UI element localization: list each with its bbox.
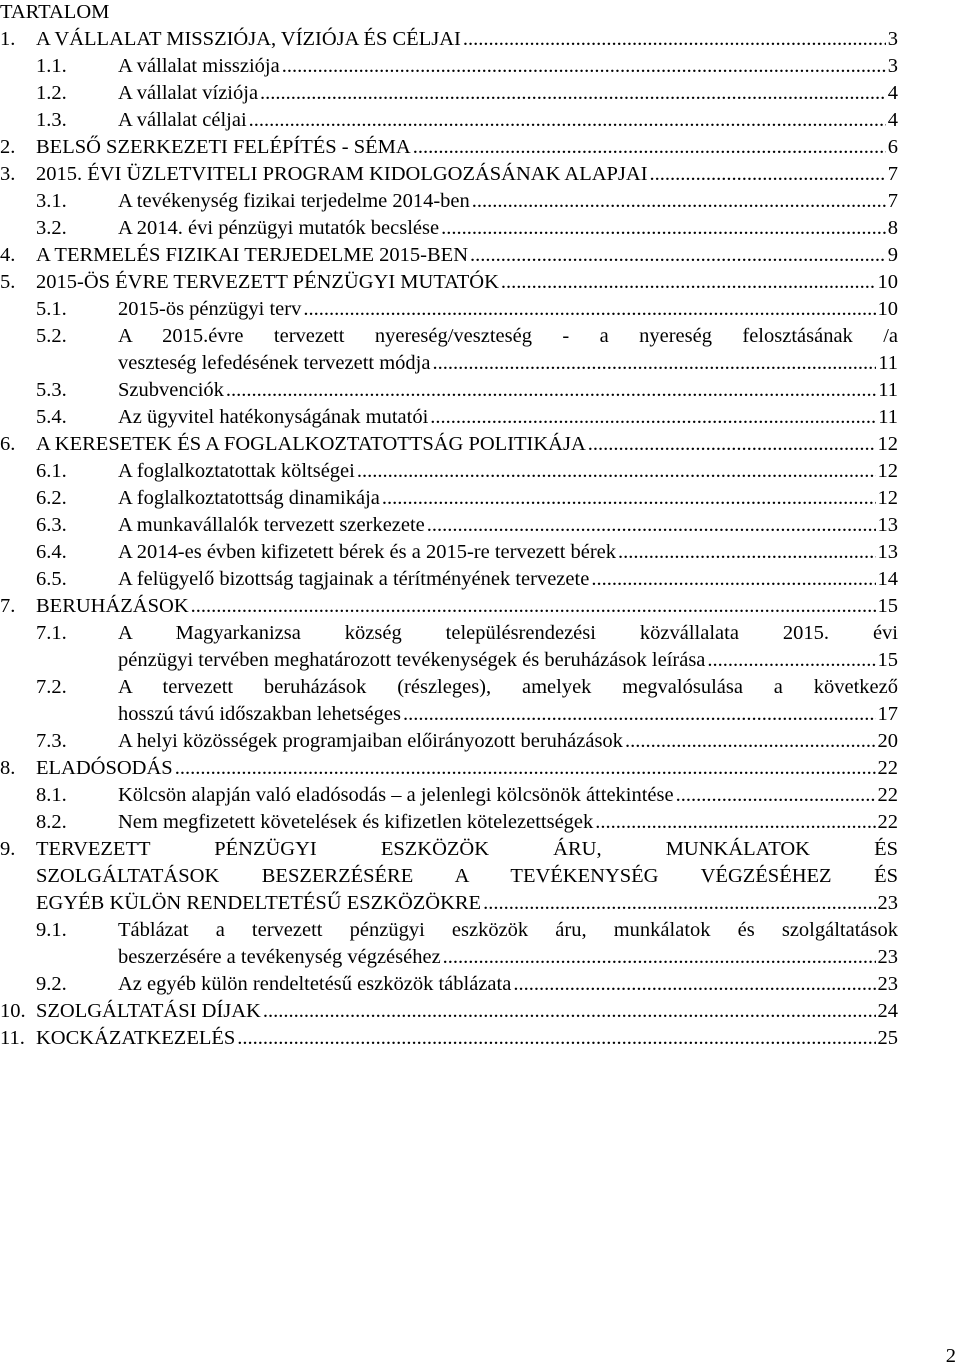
- dot-leader: [588, 431, 876, 458]
- dot-leader: [432, 350, 876, 377]
- toc-entry[interactable]: [0, 755, 898, 782]
- toc-entry-number: 11.: [0, 1027, 25, 1049]
- toc-entry-title-line: A tervezett beruházások (részleges), amelyek megvalósulása a következő: [118, 676, 898, 698]
- toc-entry-number: 6.4.: [36, 541, 67, 563]
- toc-entry[interactable]: [0, 836, 898, 917]
- dot-leader: [263, 998, 876, 1025]
- toc-entry-title: Nem megfizetett követelések és kifizetlen kötelezettségek: [118, 811, 594, 833]
- toc-entry[interactable]: [0, 188, 898, 215]
- page-number: 2: [945, 1345, 956, 1367]
- toc-entry-title: Az ügyvitel hatékonyságának mutatói: [118, 406, 429, 428]
- toc-entry-title: A KERESETEK ÉS A FOGLALKOZTATOTTSÁG POLITIKÁJA: [36, 433, 586, 455]
- toc-entry-title: BELSŐ SZERKEZETI FELÉPÍTÉS - SÉMA: [36, 136, 411, 158]
- toc-entry-title: A TERMELÉS FIZIKAI TERJEDELME 2015-BEN: [36, 244, 469, 266]
- toc-entry-page: 11: [878, 352, 898, 374]
- toc-entry-number: 10.: [0, 1000, 26, 1022]
- dot-leader: [472, 188, 886, 215]
- dot-leader: [513, 971, 875, 998]
- toc-entry-number: 5.2.: [36, 325, 67, 347]
- toc-entry-page: 15: [877, 595, 898, 617]
- toc-entry-number: 1.2.: [36, 82, 67, 104]
- toc-entry[interactable]: [0, 917, 898, 971]
- toc-entry-page: 12: [877, 433, 898, 455]
- toc-entry-number: 5.: [0, 271, 16, 293]
- toc-entry-page: 7: [887, 163, 898, 185]
- toc-entry-number: 6.2.: [36, 487, 67, 509]
- dot-leader: [226, 377, 876, 404]
- toc-entry-title: A vállalat céljai: [118, 109, 247, 131]
- toc-entry-title: A tevékenység fizikai terjedelme 2014-ben: [118, 190, 470, 212]
- toc-entry-page: 3: [887, 55, 898, 77]
- toc-entry-number: 5.4.: [36, 406, 67, 428]
- toc-entry-number: 3.: [0, 163, 16, 185]
- toc-entry[interactable]: [0, 431, 898, 458]
- toc-entry-title-line: TERVEZETT PÉNZÜGYI ESZKÖZÖK ÁRU, MUNKÁLATOK ÉS: [36, 838, 898, 860]
- toc-entry-number: 7.: [0, 595, 16, 617]
- dot-leader: [625, 728, 876, 755]
- toc-entry-number: 8.1.: [36, 784, 67, 806]
- dot-leader: [591, 566, 875, 593]
- toc-entry-page: 9: [887, 244, 898, 266]
- toc-entry[interactable]: [0, 512, 898, 539]
- dot-leader: [357, 458, 876, 485]
- dot-leader: [403, 701, 876, 728]
- toc-entry-page: 3: [887, 28, 898, 50]
- toc-entry[interactable]: [0, 134, 898, 161]
- dot-leader: [463, 26, 886, 53]
- toc-entry-number: 7.3.: [36, 730, 67, 752]
- dot-leader: [303, 296, 875, 323]
- dot-leader: [282, 53, 886, 80]
- toc-entry[interactable]: [0, 107, 898, 134]
- toc-entry-page: 25: [877, 1027, 898, 1049]
- toc-entry-number: 6.3.: [36, 514, 67, 536]
- toc-entry[interactable]: [0, 809, 898, 836]
- dot-leader: [427, 512, 876, 539]
- toc-title: TARTALOM: [0, 1, 110, 23]
- toc-entry-number: 4.: [0, 244, 16, 266]
- dot-leader: [595, 809, 875, 836]
- dot-leader: [249, 107, 886, 134]
- toc-entry-page: 22: [877, 757, 898, 779]
- dot-leader: [430, 404, 876, 431]
- toc-entry-number: 7.2.: [36, 676, 67, 698]
- dot-leader: [191, 593, 876, 620]
- toc-entry-title: A foglalkoztatottak költségei: [118, 460, 355, 482]
- toc-entry-title: A 2014-es évben kifizetett bérek és a 2015-re tervezett bérek: [118, 541, 617, 563]
- toc-entry-page: 15: [877, 649, 898, 671]
- toc-entry-title: beszerzésére a tevékenység végzéséhez: [118, 946, 441, 968]
- toc-entry-page: 22: [877, 784, 898, 806]
- toc-entry-number: 1.: [0, 28, 16, 50]
- dot-leader: [470, 242, 886, 269]
- toc-entry-number: 1.3.: [36, 109, 67, 131]
- toc-entry[interactable]: [0, 26, 898, 53]
- toc-entry-number: 6.1.: [36, 460, 67, 482]
- toc-entry[interactable]: [0, 485, 898, 512]
- toc-entry-title: A 2014. évi pénzügyi mutatók becslése: [118, 217, 440, 239]
- toc-entry-number: 8.2.: [36, 811, 67, 833]
- toc-entry-title-line: A 2015.évre tervezett nyereség/veszteség - a nyereség felosztásának /a: [118, 325, 898, 347]
- dot-leader: [175, 755, 876, 782]
- toc-entry-title: EGYÉB KÜLÖN RENDELTETÉSŰ ESZKÖZÖKRE: [36, 892, 482, 914]
- toc-entry[interactable]: [0, 674, 898, 728]
- toc-entry-number: 8.: [0, 757, 16, 779]
- toc-entry-title-line: A Magyarkanizsa község településrendezési közvállalata 2015. évi: [118, 622, 898, 644]
- dot-leader: [483, 890, 875, 917]
- dot-leader: [443, 944, 876, 971]
- toc-entry-title: BERUHÁZÁSOK: [36, 595, 189, 617]
- toc-entry[interactable]: [0, 539, 898, 566]
- toc-entry-title: KOCKÁZATKEZELÉS: [36, 1027, 236, 1049]
- dot-leader: [260, 80, 886, 107]
- toc-entry-page: 13: [877, 514, 898, 536]
- toc-entry[interactable]: [0, 593, 898, 620]
- toc-entry-title: A felügyelő bizottság tagjainak a térítményének tervezete: [118, 568, 590, 590]
- toc-entry[interactable]: [0, 215, 898, 242]
- dot-leader: [382, 485, 876, 512]
- toc-entry-page: 11: [878, 379, 898, 401]
- toc-entry-title: pénzügyi tervében meghatározott tevékenységek és beruházások leírása: [118, 649, 706, 671]
- toc-entry-number: 6.: [0, 433, 16, 455]
- toc-entry[interactable]: [0, 566, 898, 593]
- toc-entry[interactable]: [0, 161, 898, 188]
- toc-entry-page: 7: [887, 190, 898, 212]
- dot-leader: [413, 134, 886, 161]
- toc-entry-number: 6.5.: [36, 568, 67, 590]
- toc-entry-number: 5.3.: [36, 379, 67, 401]
- toc-entry-page: 22: [877, 811, 898, 833]
- toc-entry[interactable]: [0, 296, 898, 323]
- dot-leader: [676, 782, 876, 809]
- toc-entry-number: 5.1.: [36, 298, 67, 320]
- table-of-contents: [0, 26, 898, 1052]
- toc-entry-title: A helyi közösségek programjaiban előirányozott beruházások: [118, 730, 623, 752]
- dot-leader: [707, 647, 875, 674]
- toc-entry[interactable]: [0, 1025, 898, 1052]
- toc-entry[interactable]: [0, 620, 898, 674]
- dot-leader: [501, 269, 876, 296]
- toc-entry-title: A vállalat víziója: [118, 82, 259, 104]
- toc-entry-page: 11: [878, 406, 898, 428]
- toc-entry-page: 4: [887, 82, 898, 104]
- toc-entry[interactable]: [0, 53, 898, 80]
- toc-entry[interactable]: [0, 458, 898, 485]
- toc-entry[interactable]: [0, 404, 898, 431]
- toc-entry-number: 9.1.: [36, 919, 67, 941]
- toc-entry[interactable]: [0, 971, 898, 998]
- toc-entry-page: 23: [877, 892, 898, 914]
- toc-entry-page: 8: [887, 217, 898, 239]
- dot-leader: [650, 161, 886, 188]
- toc-entry-number: 2.: [0, 136, 16, 158]
- toc-entry-title: ELADÓSODÁS: [36, 757, 173, 779]
- toc-entry-title-line: Táblázat a tervezett pénzügyi eszközök áru, munkálatok és szolgáltatások: [118, 919, 898, 941]
- toc-entry-page: 12: [877, 487, 898, 509]
- toc-entry-page: 10: [877, 271, 898, 293]
- toc-entry[interactable]: [0, 377, 898, 404]
- toc-entry-title-line: SZOLGÁLTATÁSOK BESZERZÉSÉRE A TEVÉKENYSÉG VÉGZÉSÉHEZ ÉS: [36, 865, 898, 887]
- toc-entry-title: A munkavállalók tervezett szerkezete: [118, 514, 425, 536]
- toc-entry-page: 20: [877, 730, 898, 752]
- toc-entry-number: 3.2.: [36, 217, 67, 239]
- toc-entry[interactable]: [0, 242, 898, 269]
- toc-entry-title: A VÁLLALAT MISSZIÓJA, VÍZIÓJA ÉS CÉLJAI: [36, 28, 461, 50]
- toc-entry-page: 4: [887, 109, 898, 131]
- toc-entry-page: 17: [877, 703, 898, 725]
- toc-entry-page: 13: [877, 541, 898, 563]
- toc-entry-title: SZOLGÁLTATÁSI DÍJAK: [36, 1000, 261, 1022]
- toc-entry-number: 7.1.: [36, 622, 67, 644]
- toc-entry-title: hosszú távú időszakban lehetséges: [118, 703, 401, 725]
- toc-entry-number: 9.2.: [36, 973, 67, 995]
- toc-entry-number: 9.: [0, 838, 16, 860]
- toc-entry-title: A foglalkoztatottság dinamikája: [118, 487, 380, 509]
- dot-leader: [618, 539, 875, 566]
- toc-entry-title: veszteség lefedésének tervezett módja: [118, 352, 431, 374]
- toc-entry-page: 14: [877, 568, 898, 590]
- toc-entry-title: Szubvenciók: [118, 379, 224, 401]
- toc-entry[interactable]: [0, 269, 898, 296]
- toc-entry-page: 10: [877, 298, 898, 320]
- dot-leader: [441, 215, 886, 242]
- toc-entry-page: 23: [877, 973, 898, 995]
- toc-entry[interactable]: [0, 998, 898, 1025]
- toc-entry-page: 23: [877, 946, 898, 968]
- toc-entry-page: 12: [877, 460, 898, 482]
- toc-entry-number: 1.1.: [36, 55, 67, 77]
- toc-entry-title: Az egyéb külön rendeltetésű eszközök táblázata: [118, 973, 512, 995]
- toc-entry-page: 24: [877, 1000, 898, 1022]
- dot-leader: [237, 1025, 875, 1052]
- toc-entry-title: Kölcsön alapján való eladósodás – a jelenlegi kölcsönök áttekintése: [118, 784, 674, 806]
- toc-entry[interactable]: [0, 728, 898, 755]
- toc-entry-number: 3.1.: [36, 190, 67, 212]
- toc-entry[interactable]: [0, 323, 898, 377]
- toc-entry[interactable]: [0, 80, 898, 107]
- toc-entry-title: 2015-ös pénzügyi terv: [118, 298, 302, 320]
- toc-entry-title: A vállalat missziója: [118, 55, 280, 77]
- toc-entry-title: 2015-ÖS ÉVRE TERVEZETT PÉNZÜGYI MUTATÓK: [36, 271, 499, 293]
- toc-entry[interactable]: [0, 782, 898, 809]
- toc-entry-title: 2015. ÉVI ÜZLETVITELI PROGRAM KIDOLGOZÁSÁNAK ALAPJAI: [36, 163, 648, 185]
- toc-entry-page: 6: [887, 136, 898, 158]
